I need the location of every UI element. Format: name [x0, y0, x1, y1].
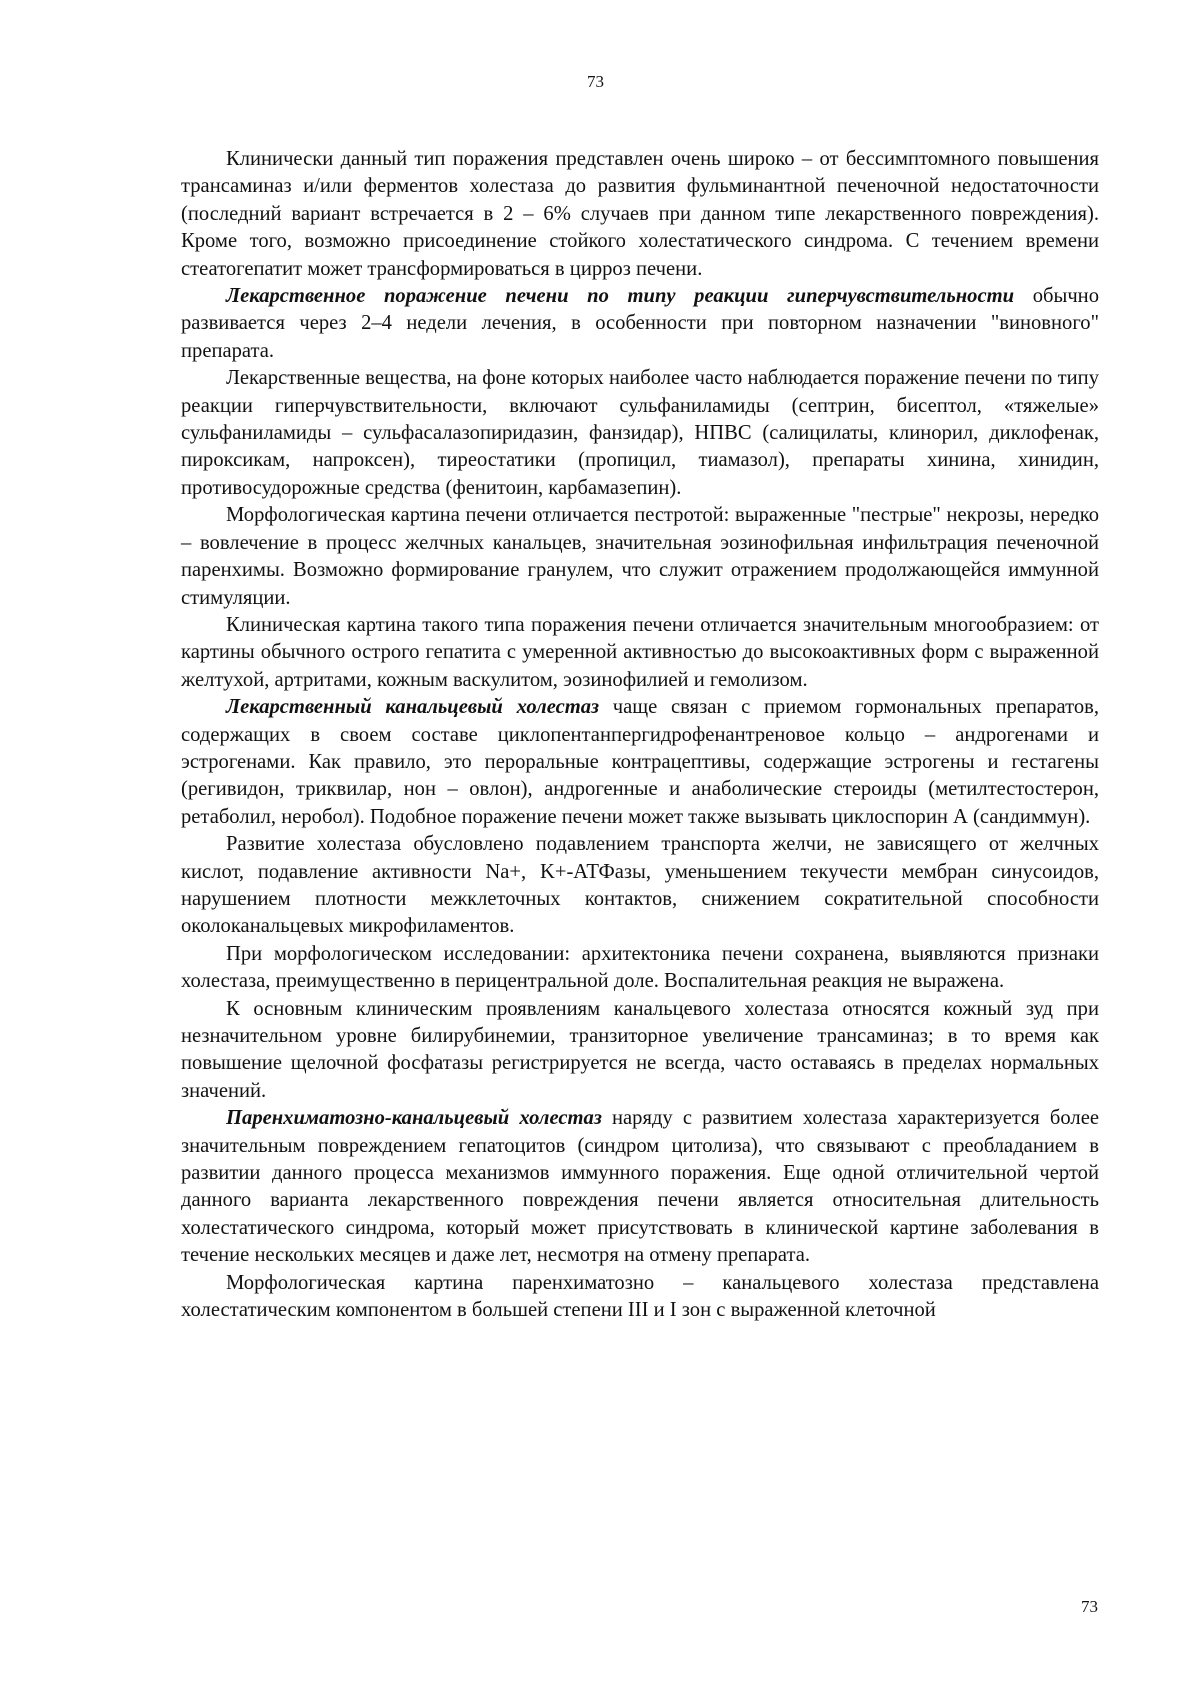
- paragraph-heading: Паренхиматозно-канальцевый холестаз: [226, 1107, 602, 1130]
- paragraph-text: Морфологическая картина печени отличается пестротой: выраженные "пестрые" некрозы, нередко – вовлечение в процесс желчных канальцев, значительная эозинофильная инфильтрация печеночной паренхимы. Возможно формирование гранулем, что служит отражением продолжающейся иммунной стимуляции.: [181, 504, 1099, 609]
- document-body: [181, 146, 1099, 1324]
- paragraph: [181, 146, 1099, 283]
- paragraph: [181, 365, 1099, 502]
- page-number-top: 73: [587, 72, 604, 91]
- paragraph: [181, 941, 1099, 996]
- paragraph: [181, 831, 1099, 941]
- paragraph-text: Развитие холестаза обусловлено подавлением транспорта желчи, не зависящего от желчных кислот, подавление активности Na+, K+-АТФазы, уменьшением текучести мембран синусоидов, нарушением плотности межклеточных контактов, снижением сократительной способности околоканальцевых микрофиламентов.: [181, 833, 1099, 938]
- paragraph-text: При морфологическом исследовании: архитектоника печени сохранена, выявляются признаки холестаза, преимущественно в перицентральной доле. Воспалительная реакция не выражена.: [181, 942, 1099, 993]
- paragraph: [181, 996, 1099, 1106]
- paragraph-text: К основным клиническим проявлениям канальцевого холестаза относятся кожный зуд при незначительном уровне билирубинемии, транзиторное увеличение трансаминаз; в то время как повышение щелочной фосфатазы регистрируется не всегда, часто оставаясь в пределах нормальных значений.: [181, 997, 1099, 1102]
- page-number-bottom: 73: [1081, 1597, 1098, 1616]
- paragraph-text: Морфологическая картина паренхиматозно – канальцевого холестаза представлена холестатическим компонентом в большей степени III и I зон с выраженной клеточной: [181, 1271, 1099, 1322]
- paragraph-text: Клинически данный тип поражения представлен очень широко – от бессимптомного повышения трансаминаз и/или ферментов холестаза до развития фульминантной печеночной недостаточности (последний вариант встречается в 2 – 6% случаев при данном типе лекарственного повреждения). Кроме того, возможно присоединение стойкого холестатического синдрома. С течением времени стеатогепатит может трансформироваться в цирроз печени.: [181, 148, 1099, 280]
- paragraph: [181, 502, 1099, 612]
- paragraph-text: наряду с развитием холестаза характеризуется более значительным повреждением гепатоцитов (синдром цитолиза), что связывают с преобладанием в развитии данного процесса механизмов иммунного поражения. Еще одной отличительной чертой данного варианта лекарственного повреждения печени является относительная длительность холестатического синдрома, который может присутствовать в клинической картине заболевания в течение нескольких месяцев и даже лет, несмотря на отмену препарата.: [181, 1107, 1099, 1267]
- paragraph: [181, 1105, 1099, 1269]
- paragraph-text: чаще связан с приемом гормональных препаратов, содержащих в своем составе циклопентанпергидрофенантреновое кольцо – андрогенами и эстрогенами. Как правило, это пероральные контрацептивы, содержащие эстрогены и гестагены (регивидон, триквилар, нон – овлон), андрогенные и анаболические стероиды (метилтестостерон, ретаболил, неробол). Подобное поражение печени может также вызывать циклоспорин А (сандиммун).: [181, 696, 1099, 828]
- paragraph: [181, 1270, 1099, 1325]
- paragraph: [181, 694, 1099, 831]
- paragraph: [181, 283, 1099, 365]
- paragraph-text: Лекарственные вещества, на фоне которых наиболее часто наблюдается поражение печени по типу реакции гиперчувствительности, включают сульфаниламиды (септрин, бисептол, «тяжелые» сульфаниламиды – сульфасалазопиридазин, фанзидар), НПВС (салицилаты, клинорил, диклофенак, пироксикам, напроксен), тиреостатики (пропицил, тиамазол), препараты хинина, хинидин, противосудорожные средства (фенитоин, карбамазепин).: [181, 367, 1099, 499]
- paragraph: [181, 612, 1099, 694]
- paragraph-text: обычно развивается через 2–4 недели лечения, в особенности при повторном назначении "виновного" препарата.: [181, 285, 1099, 362]
- paragraph-heading: Лекарственный канальцевый холестаз: [226, 696, 600, 719]
- paragraph-heading: Лекарственное поражение печени по типу реакции гиперчувствительности: [226, 285, 1015, 308]
- paragraph-text: Клиническая картина такого типа поражения печени отличается значительным многообразием: от картины обычного острого гепатита с умеренной активностью до высокоактивных форм с выраженной желтухой, артритами, кожным васкулитом, эозинофилией и гемолизом.: [181, 613, 1099, 691]
